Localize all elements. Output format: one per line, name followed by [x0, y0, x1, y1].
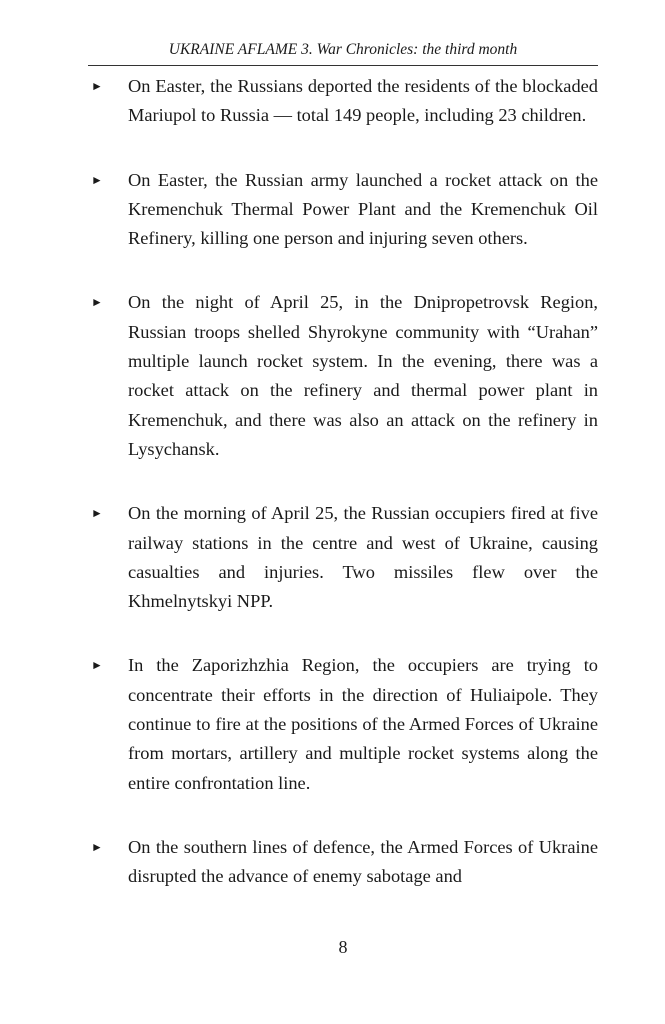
bullet-triangle-icon: ►	[91, 295, 103, 310]
bullet-triangle-icon: ►	[91, 658, 103, 673]
list-item	[88, 651, 598, 797]
list-item-text: On the southern lines of defence, the Armed Forces of Ukraine disrupted the advance of enemy sabotage and	[128, 836, 598, 887]
bullet-triangle-icon: ►	[91, 506, 103, 521]
bullet-triangle-icon: ►	[91, 79, 103, 93]
list-item-text: In the Zaporizhzhia Region, the occupiers are trying to concentrate their efforts in the direction of Huliaipole. They continue to fire at the positions of the Armed Forces of Ukraine from mortars, artillery and multiple rocket systems along the entire confrontation line.	[128, 655, 598, 793]
list-item	[88, 166, 598, 254]
list-item-text: On Easter, the Russian army launched a rocket attack on the Kremenchuk Thermal Power Plant and the Kremenchuk Oil Refinery, killing one person and injuring seven others.	[128, 169, 598, 249]
list-item	[88, 288, 598, 464]
header-rule	[88, 65, 598, 66]
page-number: 8	[338, 937, 348, 957]
list-item	[88, 833, 598, 892]
running-header: UKRAINE AFLAME 3. War Chronicles: the third month	[168, 41, 518, 58]
chronicle-list	[88, 72, 598, 927]
list-item-text: On the morning of April 25, the Russian occupiers fired at five railway stations in the centre and west of Ukraine, causing casualties and injuries. Two missiles flew over the Khmelnytskyi NPP.	[128, 503, 598, 612]
bullet-triangle-icon: ►	[91, 172, 103, 187]
list-item-text: On the night of April 25, in the Dnipropetrovsk Region, Russian troops shelled Shyrokyne community with “Urahan” multiple launch rocket system. In the evening, there was a rocket attack on the refinery and thermal power plant in Kremenchuk, and there was also an attack on the refinery in Lysychansk.	[128, 292, 598, 459]
list-item	[88, 499, 598, 616]
list-item	[88, 72, 598, 131]
bullet-triangle-icon: ►	[91, 839, 103, 854]
list-item-text: On Easter, the Russians deported the residents of the blockaded Mariupol to Russia — total 149 people, including 23 children.	[128, 76, 598, 126]
